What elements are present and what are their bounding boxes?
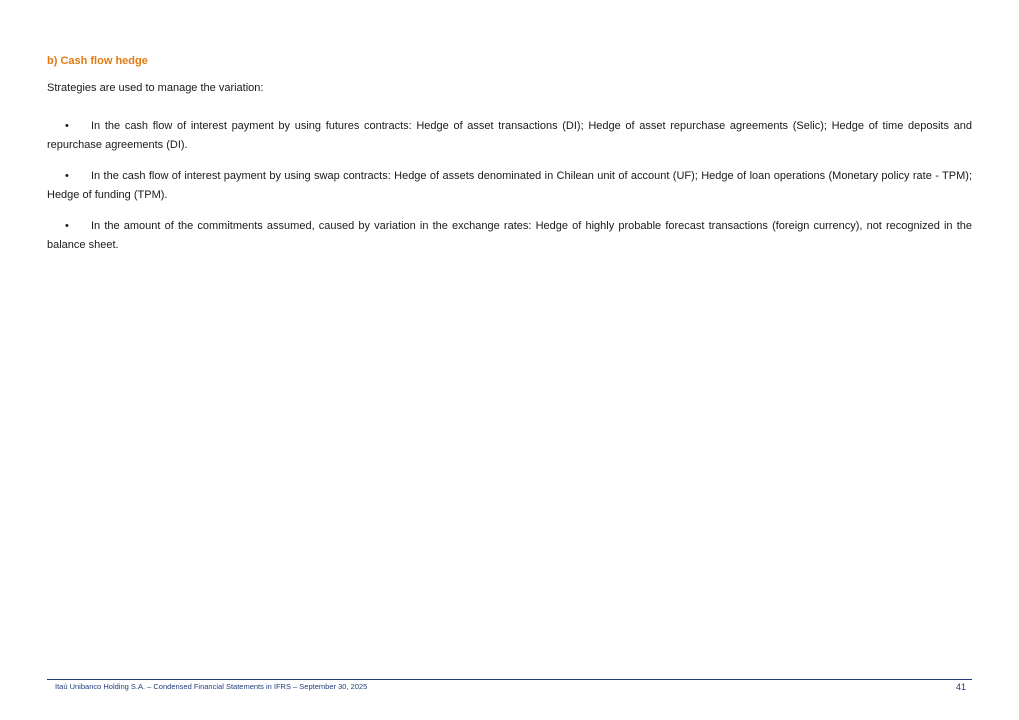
bullet-text: In the cash flow of interest payment by using swap contracts: Hedge of assets denominated in Chilean unit of account (UF); Hedge of loan operations (Monetary policy rate - TPM); Hedge of funding (TPM). (47, 170, 972, 201)
page-number: 41 (955, 682, 966, 692)
bullet-text: In the cash flow of interest payment by using futures contracts: Hedge of asset transactions (DI); Hedge of asset repurchase agreements (Selic); Hedge of time deposits and repurchase agreements (DI). (47, 120, 972, 151)
section-title: b) Cash flow hedge (47, 55, 148, 67)
bullet-icon: • (65, 170, 69, 182)
bullet-icon: • (65, 120, 69, 132)
list-item (47, 217, 972, 255)
footer-divider (47, 679, 972, 680)
footer-text: Itaú Unibanco Holding S.A. – Condensed Financial Statements in IFRS – September 30, 2025 (55, 682, 368, 691)
bullet-icon: • (65, 220, 69, 232)
list-item (47, 167, 972, 205)
intro-paragraph: Strategies are used to manage the variation: (47, 82, 264, 94)
bullet-text: In the amount of the commitments assumed, caused by variation in the exchange rates: Hedge of highly probable forecast transactions (foreign currency), not recognized in the balance sheet. (47, 220, 972, 251)
bullet-list (47, 117, 972, 267)
list-item (47, 117, 972, 155)
